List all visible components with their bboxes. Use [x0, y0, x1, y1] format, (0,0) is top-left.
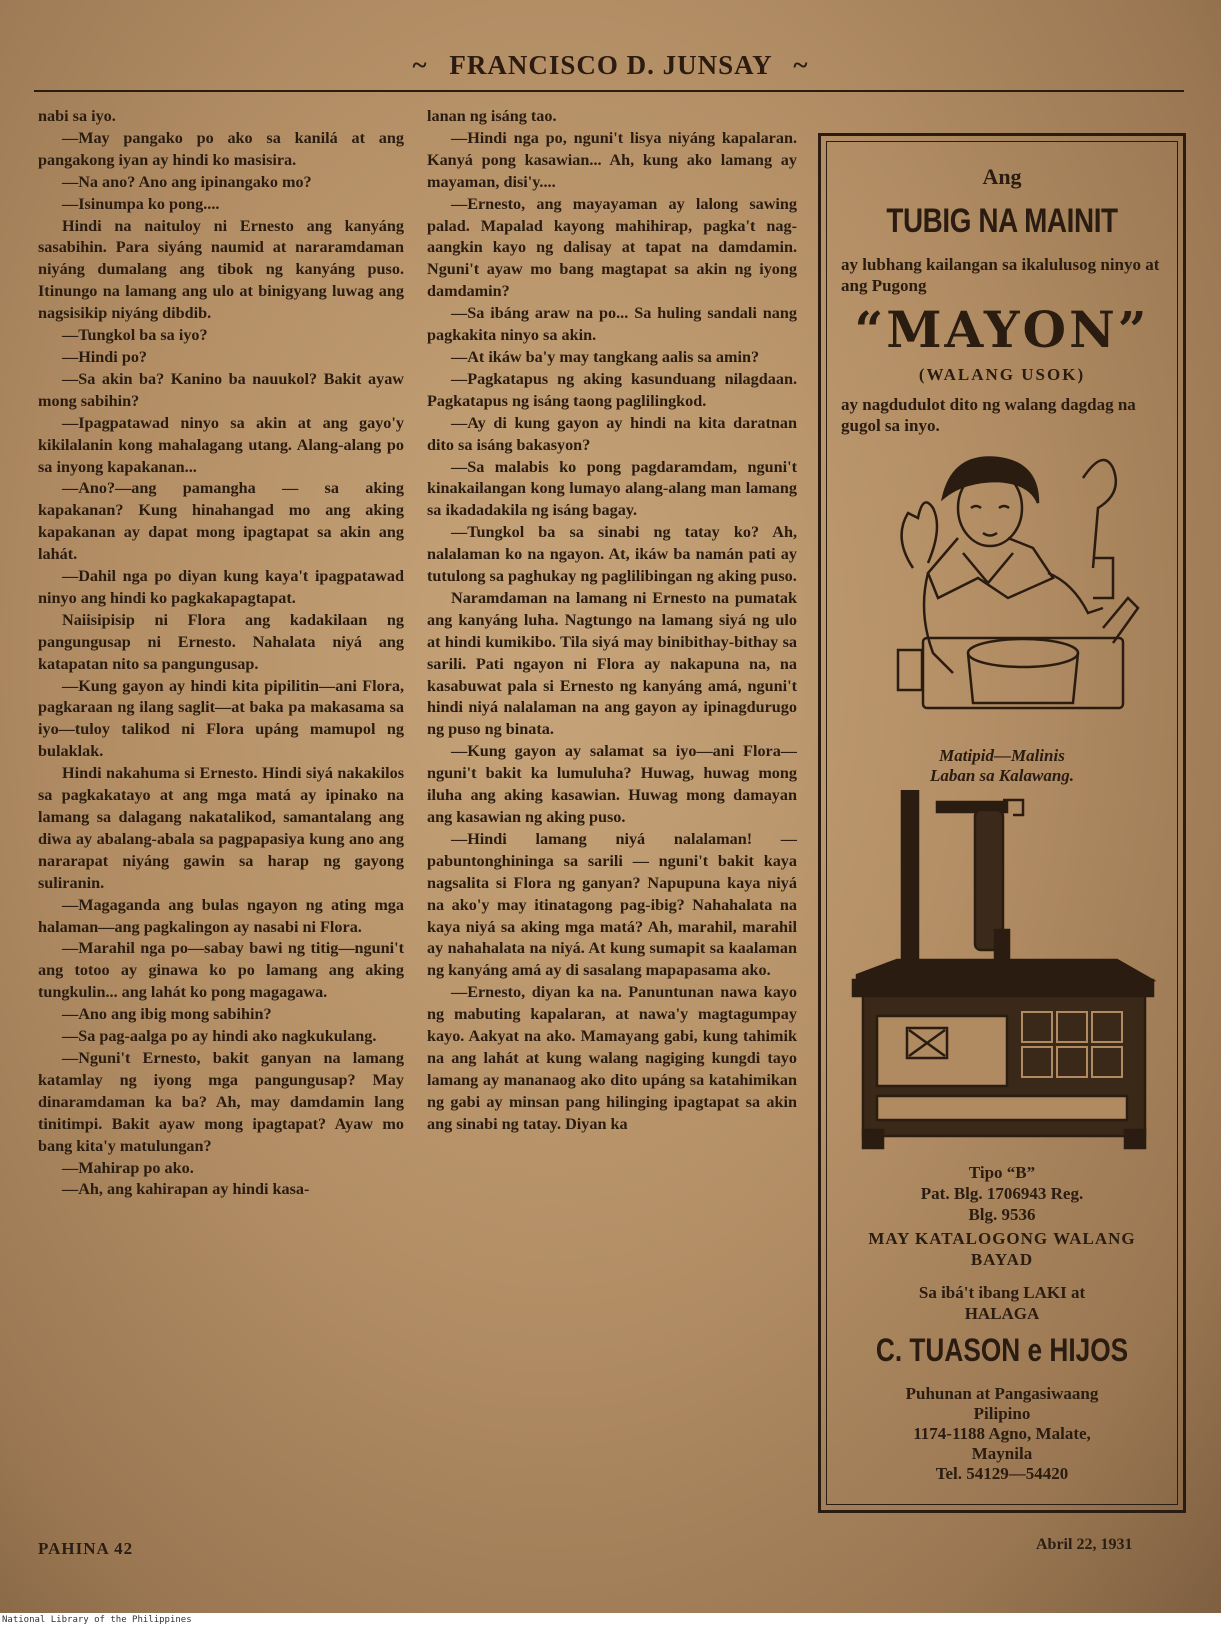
page-number: PAHINA 42: [38, 1539, 134, 1558]
paragraph: —Tungkol ba sa iyo?: [62, 326, 208, 345]
paragraph: —Ipagpatawad ninyo sa akin at ang gayo'y kikilalanin kong mahalagang utang. Alang-alang po sa inyong kapakanan...: [38, 413, 404, 476]
ad-brand-name: “MAYON”: [854, 300, 1150, 359]
paragraph: —Sa ibáng araw na po... Sa huling sandali nang pagkakita ninyo sa akin.: [427, 304, 797, 345]
paragraph: lanan ng isáng tao.: [427, 107, 557, 125]
ad-title: TUBIG NA MAINIT: [886, 202, 1118, 240]
ad-body-text-2: ay nagdudulot dito ng walang dagdag na gugol sa inyo.: [841, 395, 1136, 435]
ad-company-address: [827, 1384, 1177, 1484]
paragraph: —Marahil nga po—sabay bawi ng titig—nguni't ang totoo ay ginawa ko po lamang ang aking tungkulin... ang lahát ko pong magagawa.: [38, 939, 404, 1002]
ad-katalogo-line-1: MAY KATALOGONG WALANG: [868, 1229, 1136, 1248]
header-dash-right: ~: [793, 50, 809, 80]
advertisement: [826, 141, 1178, 1505]
paragraph: —Ernesto, ang mayayaman ay lalong sawing palad. Mapalad kayong mahihirap, pagka't nag-aangkin kayo ng dalisay at tapat na damdamin. Nguni't ayaw mo bang magtapat sa akin ng iyong damdamin?: [427, 194, 797, 301]
paragraph: —Pagkatapus ng aking kasunduang nilagdaan. Pagkatapus ng isáng taong paglilingkod.: [427, 369, 797, 410]
author-name: FRANCISCO D. JUNSAY: [449, 50, 772, 80]
paragraph: —Mahirap po ako.: [62, 1158, 194, 1177]
paragraph: —Ernesto, diyan ka na. Panuntunan nawa kayo ng mabuting kapalaran, at nawa'y magtagumpay kayo. Aakyat na ako. Mamayang gabi, kung tahimik na ang lahát at kung walang nagiging kungdi tayo lamang ay mananaog ako dito upáng sa katahimikan ng gabi ay minsan pang hilinging ipagtapat sa akin ang sinabi ng tatay. Diyan ka: [427, 983, 797, 1133]
ad-laki-line-1: Sa ibá't ibang LAKI at: [918, 1283, 1086, 1302]
paragraph: —Ay di kung gayon ay hindi na kita daratnan dito sa isáng bakasyon?: [427, 413, 797, 454]
ad-catalog-note: [827, 1228, 1177, 1270]
ad-addr-line-4: Maynila: [971, 1444, 1033, 1463]
paragraph: —At ikáw ba'y may tangkang aalis sa amin?: [451, 347, 760, 366]
ad-caption-line-2: Laban sa Kalawang.: [929, 766, 1075, 785]
ad-tipo-line-1: Tipo “B”: [968, 1163, 1036, 1182]
ad-addr-line-3: 1174-1188 Agno, Malate,: [913, 1424, 1091, 1443]
ad-caption-line-1: Matipid—Malinis: [939, 746, 1065, 765]
paragraph: —Ano ang ibig mong sabihin?: [62, 1005, 272, 1024]
paragraph: Naramdaman na lamang ni Ernesto na pumatak ang kanyáng luha. Nagtungo na lamang siyá ng ulo at hindi kumikibo. Tila siyá may binibithay-bithay sa sarili. Pati ngayon ni Flora ay nakapuna na, na kasabuwat pala si Ernesto ng kanyáng amá, nguni't hindi niyá nalalaman na ang gayon ay ipinagdurugo ng puso ng binata.: [427, 588, 797, 739]
paragraph: —Sa malabis ko pong pagdaramdam, nguni't kinakailangan kong lumayo alang-alang man lamang sa ikadadakila ng isáng bagay.: [427, 457, 797, 520]
ad-addr-line-2: Pilipino: [973, 1404, 1031, 1423]
paragraph: nabi sa iyo.: [38, 107, 116, 125]
ad-addr-line-1: Puhunan at Pangasiwaang: [905, 1384, 1099, 1403]
text-column-middle: [427, 106, 797, 1136]
ad-heading-ang: Ang: [982, 164, 1022, 189]
ad-caption: [827, 746, 1177, 786]
paragraph: —Nguni't Ernesto, bakit ganyan na lamang katamlay ng iyong mga pangungusap? May dinaramdaman ka ba? Ah, may damdamin lang tinitimpi. Bakit ayaw mong ipagtapat? Ayaw mo bang kita'y matulungan?: [38, 1048, 404, 1155]
text-column-left: [38, 106, 404, 1201]
ad-tipo-line-3: Blg. 9536: [968, 1205, 1036, 1224]
ad-laki-line-2: HALAGA: [964, 1304, 1040, 1323]
paragraph: —Hindi nga po, nguni't lisya niyáng kapalaran. Kanyá pong kasawian... Ah, kung ako lamang ay mayaman, disi'y....: [427, 128, 797, 191]
ad-brand-subtitle: (WALANG USOK): [918, 365, 1086, 384]
ad-sizes-note: [827, 1282, 1177, 1324]
paragraph: —Hindi lamang niyá nalalaman! —pabuntonghininga sa sarili — nguni't bakit kaya nagsalita si Flora ng ganyan? Napupuna kaya niyá na ako'y may itinatagong pag-ibig? Nahahalata na kaya niyá sa aking mga matá? Ah, marahil, marahil ay nahahalata na niyá. At kung sumapit sa kaalaman ng kanyáng amá ay di sasalang mapapasama ako.: [427, 829, 797, 980]
header-rule: [34, 90, 1184, 92]
header-dash-left: ~: [412, 50, 428, 80]
paragraph: —Isinumpa ko pong....: [62, 194, 220, 213]
ad-katalogo-line-2: BAYAD: [970, 1250, 1034, 1269]
ad-addr-line-5: Tel. 54129—54420: [935, 1464, 1069, 1483]
issue-date: Abril 22, 1931: [1036, 1536, 1133, 1553]
ad-tipo-line-2: Pat. Blg. 1706943 Reg.: [920, 1184, 1084, 1203]
ad-model-info: [827, 1162, 1177, 1225]
paragraph: —Na ano? Ano ang ipinangako mo?: [62, 172, 312, 191]
paragraph: Hindi nakahuma si Ernesto. Hindi siyá nakakilos sa pagkakatayo at ang mga matá ay ipinako na lamang sa dalagang nakatalikod, samantalang ang diwa ay abalang-abala sa pagpapasiya kung ano ang nararapat niyáng gawin sa harap ng gayong suliranin.: [38, 764, 404, 892]
scan-source-note: National Library of the Philippines: [2, 1615, 192, 1625]
mayon-stove-illustration: [847, 790, 1159, 1150]
paragraph: —Sa pag-aalga po ay hindi ako nagkukulang.: [62, 1027, 377, 1046]
paragraph: Naiisipisip ni Flora ang kadakilaan ng pangungusap ni Ernesto. Nahalata niyá ang katapatan nito sa pangungusap.: [38, 610, 404, 673]
paragraph: Hindi na naituloy ni Ernesto ang kanyáng sasabihin. Para siyáng naumid at nararamdaman niyáng dumalang ang tibok ng kanyáng puso. Itinungo na lamang ang ulo at binigyang luwag ang nagsisikip niyáng dibdib.: [38, 216, 404, 323]
ad-company-name: C. TUASON e HIJOS: [875, 1332, 1129, 1368]
paragraph: —Kung gayon ay salamat sa iyo—ani Flora—nguni't bakit ka lumuluha? Huwag, huwag mong iluha ang aking kasawian. Huwag mong damayan ang kasawian ng aking puso.: [427, 742, 797, 826]
ad-body-text-1: ay lubhang kailangan sa ikalulusog ninyo at ang Pugong: [841, 255, 1160, 295]
paragraph: —Hindi po?: [62, 347, 148, 366]
paragraph: —May pangako po ako sa kanilá at ang pangakong iyan ay hindi ko masisira.: [38, 128, 404, 169]
paragraph: —Sa akin ba? Kanino ba nauukol? Bakit ayaw mong sabihin?: [38, 369, 404, 410]
paragraph: —Tungkol ba sa sinabi ng tatay ko? Ah, nalalaman ko na ngayon. At, ikáw ba namán pati ay tutulong sa paghukay ng paglilibingan ng aking puso.: [427, 523, 797, 586]
page-header: [0, 50, 1221, 81]
paragraph: —Ano?—ang pamangha — sa aking kapakanan? Kung hinahangad mo ang aking kapakanan ay dapat mong ipagtapat sa akin ang lahát.: [38, 479, 404, 564]
paragraph: —Dahil nga po diyan kung kaya't ipagpatawad ninyo ang hindi ko pagkakapagtapat.: [38, 567, 404, 607]
paragraph: —Kung gayon ay hindi kita pipilitin—ani Flora, pagkaraan ng ilang saglit—at baka pa makasama sa iyo—tuloy talikod ni Flora upáng mamupol ng bulaklak.: [38, 676, 404, 761]
woman-at-sink-illustration: [853, 438, 1153, 738]
paragraph: —Magaganda ang bulas ngayon ng ating mga halaman—ang pagkalingon ay nasabi ni Flora.: [38, 895, 404, 936]
paragraph: —Ah, ang kahirapan ay hindi kasa-: [62, 1180, 310, 1199]
